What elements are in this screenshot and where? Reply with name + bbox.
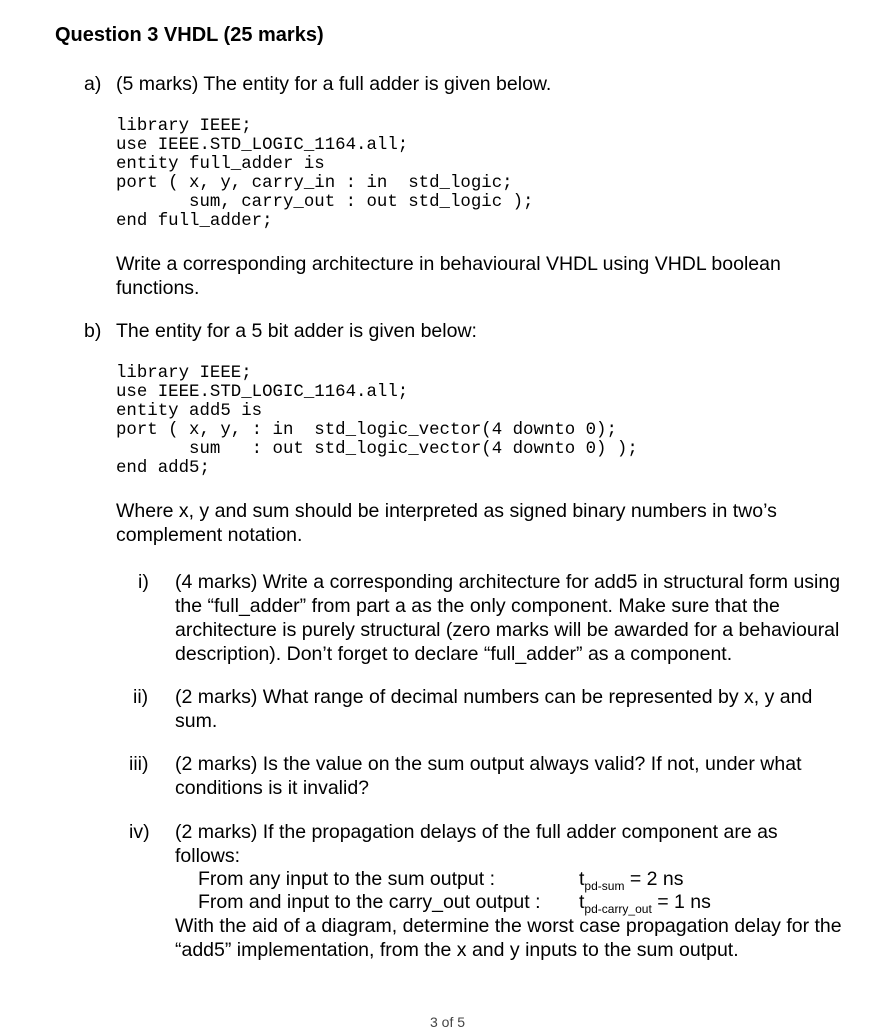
item-line: (2 marks) What range of decimal numbers can be represented by x, y and [175, 686, 813, 708]
code-line: sum : out std_logic_vector(4 downto 0) ); [116, 440, 638, 459]
code-line: entity add5 is [116, 402, 263, 421]
item-iii-label: iii) [129, 753, 149, 775]
delay-amount: = 1 ns [657, 891, 711, 913]
item-ii-text [175, 685, 812, 733]
code-line: use IEEE.STD_LOGIC_1164.all; [116, 383, 409, 402]
item-iv-text [175, 820, 778, 868]
item-line: follows: [175, 845, 241, 867]
item-line: architecture is purely structural (zero marks will be awarded for a behavioural [175, 619, 840, 641]
part-b-intro: The entity for a 5 bit adder is given below: [116, 320, 477, 342]
delay-sum-label: From any input to the sum output : [198, 868, 495, 890]
item-iv-label: iv) [129, 821, 150, 843]
item-i-text [175, 570, 840, 666]
delay-amount: = 2 ns [629, 868, 684, 890]
item-line: sum. [175, 710, 218, 732]
item-i-label: i) [138, 571, 149, 593]
code-line: sum, carry_out : out std_logic ); [116, 193, 534, 212]
delay-symbol: t [579, 868, 585, 890]
question-title: Question 3 VHDL (25 marks) [55, 24, 324, 46]
note-line: Where x, y and sum should be interpreted as signed binary numbers in two’s [116, 500, 777, 522]
code-line: library IEEE; [116, 364, 252, 383]
item-ii-label: ii) [133, 686, 149, 708]
item-iii-text [175, 752, 802, 800]
delay-carry-value [579, 890, 711, 916]
item-iv-closing [175, 914, 842, 962]
code-line: end add5; [116, 459, 210, 478]
code-line: port ( x, y, : in std_logic_vector(4 downto 0); [116, 421, 617, 440]
part-b-note [116, 499, 777, 547]
item-line: conditions is it invalid? [175, 777, 370, 799]
item-line: description). Don’t forget to declare “full_adder” as a component. [175, 643, 733, 665]
code-line: use IEEE.STD_LOGIC_1164.all; [116, 136, 409, 155]
page-number: 3 of 5 [430, 1014, 466, 1030]
delay-carry-label: From and input to the carry_out output : [198, 891, 541, 913]
part-a-task [116, 252, 781, 300]
task-line: functions. [116, 277, 200, 299]
part-a-label: a) [84, 73, 102, 95]
code-line: end full_adder; [116, 212, 273, 231]
item-line: With the aid of a diagram, determine the worst case propagation delay for the [175, 915, 842, 937]
part-a-intro: (5 marks) The entity for a full adder is given below. [116, 73, 552, 95]
code-line: library IEEE; [116, 117, 252, 136]
item-line: (2 marks) Is the value on the sum output always valid? If not, under what [175, 753, 802, 775]
part-b-code-block [116, 364, 638, 478]
item-line: “add5” implementation, from the x and y inputs to the sum output. [175, 939, 739, 961]
task-line: Write a corresponding architecture in behavioural VHDL using VHDL boolean [116, 253, 781, 275]
part-a-code-block [116, 117, 533, 231]
note-line: complement notation. [116, 524, 303, 546]
code-line: port ( x, y, carry_in : in std_logic; [116, 174, 513, 193]
code-line: entity full_adder is [116, 155, 325, 174]
item-line: (4 marks) Write a corresponding architecture for add5 in structural form using [175, 571, 841, 593]
item-line: (2 marks) If the propagation delays of the full adder component are as [175, 821, 778, 843]
delay-symbol: t [579, 891, 585, 913]
delay-subscript: pd-sum [584, 879, 625, 893]
part-b-label: b) [84, 320, 102, 342]
delay-subscript: pd-carry_out [584, 902, 652, 916]
item-line: the “full_adder” from part a as the only component. Make sure that the [175, 595, 780, 617]
